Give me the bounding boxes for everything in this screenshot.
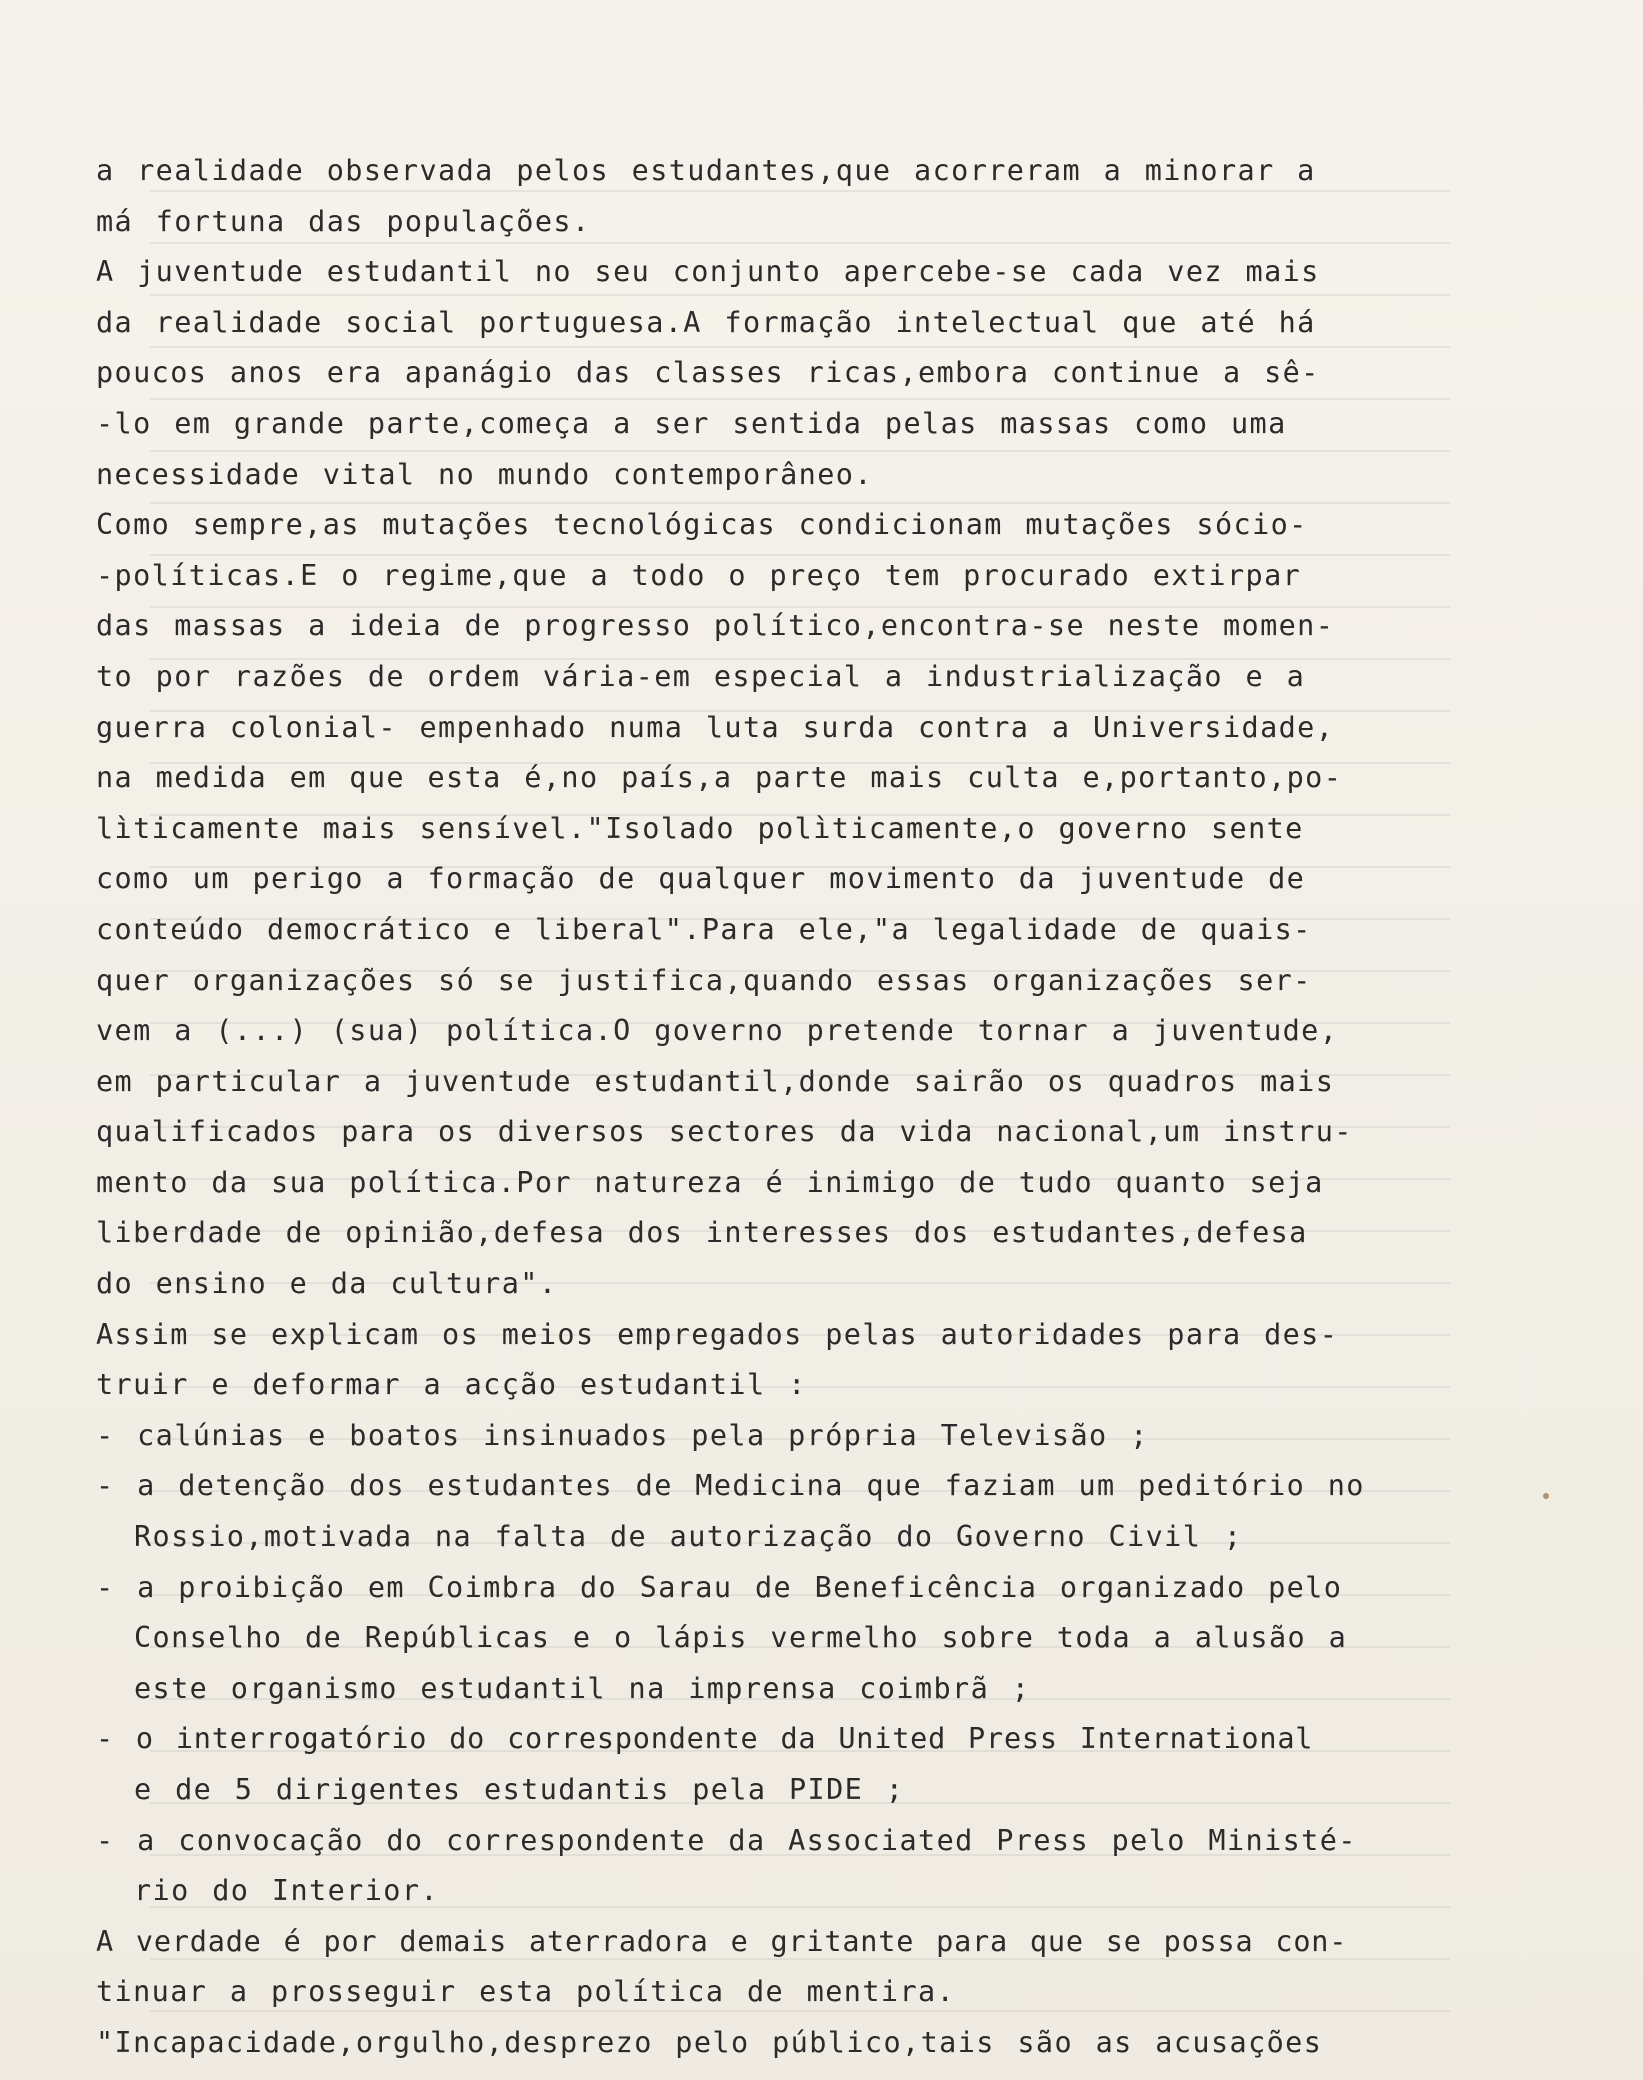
text-line: -políticas.E o regime,que a todo o preço tem procurado extirpar [96,558,1302,592]
text-line: guerra colonial- empenhado numa luta surda contra a Universidade, [96,710,1335,744]
text-line: como um perigo a formação de qualquer movimento da juventude de [96,862,1306,896]
text-line: liberdade de opinião,defesa dos interesses dos estudantes,defesa [96,1216,1308,1250]
list-item: - a detenção dos estudantes de Medicina que faziam um peditório no [96,1469,1365,1503]
text-line: Assim se explicam os meios empregados pelas autoridades para des- [96,1317,1339,1351]
text-line: Como sempre,as mutações tecnológicas condicionam mutações sócio- [96,508,1308,542]
text-line: necessidade vital no mundo contemporâneo. [96,457,873,491]
text-line: tinuar a prosseguir esta política de mentira. [96,1975,956,2009]
text-line: poucos anos era apanágio das classes ricas,embora continue a sê- [96,356,1320,390]
text-line: A juventude estudantil no seu conjunto apercebe-se cada vez mais [96,255,1320,289]
text-line: lìticamente mais sensível."Isolado polìticamente,o governo sente [96,811,1304,845]
list-item-continuation: e de 5 dirigentes estudantis pela PIDE ; [134,1773,905,1806]
list-item-continuation: este organismo estudantil na imprensa coimbrã ; [134,1671,1031,1705]
text-line: quer organizações só se justifica,quando essas organizações ser- [96,963,1312,997]
text-line: mento da sua política.Por natureza é inimigo de tudo quanto seja [96,1165,1324,1199]
list-item-continuation: Rossio,motivada na falta de autorização do Governo Civil ; [134,1520,1243,1554]
text-line: má fortuna das populações. [96,204,591,238]
text-line: do ensino e da cultura". [96,1267,558,1301]
text-line: to por razões de ordem vária-em especial a industrialização e a [96,659,1306,693]
list-item-continuation: rio do Interior. [134,1874,439,1908]
text-line: na medida em que esta é,no país,a parte mais culta e,portanto,po- [96,761,1343,795]
list-item: - a proibição em Coimbra do Sarau de Beneficência organizado pelo [96,1570,1343,1604]
text-line: truir e deformar a acção estudantil : [96,1368,807,1402]
list-item: - a convocação do correspondente da Associated Press pelo Ministé- [96,1823,1357,1857]
text-line: conteúdo democrático e liberal".Para ele,"a legalidade de quais- [96,912,1312,946]
paper-speck [1543,1493,1549,1499]
text-line: qualificados para os diversos sectores da vida nacional,um instru- [96,1115,1353,1149]
text-line: das massas a ideia de progresso político,encontra-se neste momen- [96,609,1335,643]
text-line: "Incapacidade,orgulho,desprezo pelo público,tais são as acusações [96,2025,1323,2059]
typewritten-text [96,146,1466,2069]
list-item-continuation: Conselho de Repúblicas e o lápis vermelho sobre toda a alusão a [134,1621,1348,1655]
text-line: -lo em grande parte,começa a ser sentida pelas massas como uma [96,406,1287,440]
text-line: A verdade é por demais aterradora e gritante para que se possa con- [96,1924,1348,1958]
text-line: em particular a juventude estudantil,donde sairão os quadros mais [96,1064,1335,1098]
list-item: - calúnias e boatos insinuados pela própria Televisão ; [96,1418,1149,1452]
text-line: a realidade observada pelos estudantes,que acorreram a minorar a [96,154,1316,187]
text-line: vem a (...) (sua) política.O governo pretende tornar a juventude, [96,1014,1339,1048]
text-line: da realidade social portuguesa.A formação intelectual que até há [96,305,1316,339]
list-item: - o interrogatório do correspondente da United Press International [96,1722,1314,1756]
